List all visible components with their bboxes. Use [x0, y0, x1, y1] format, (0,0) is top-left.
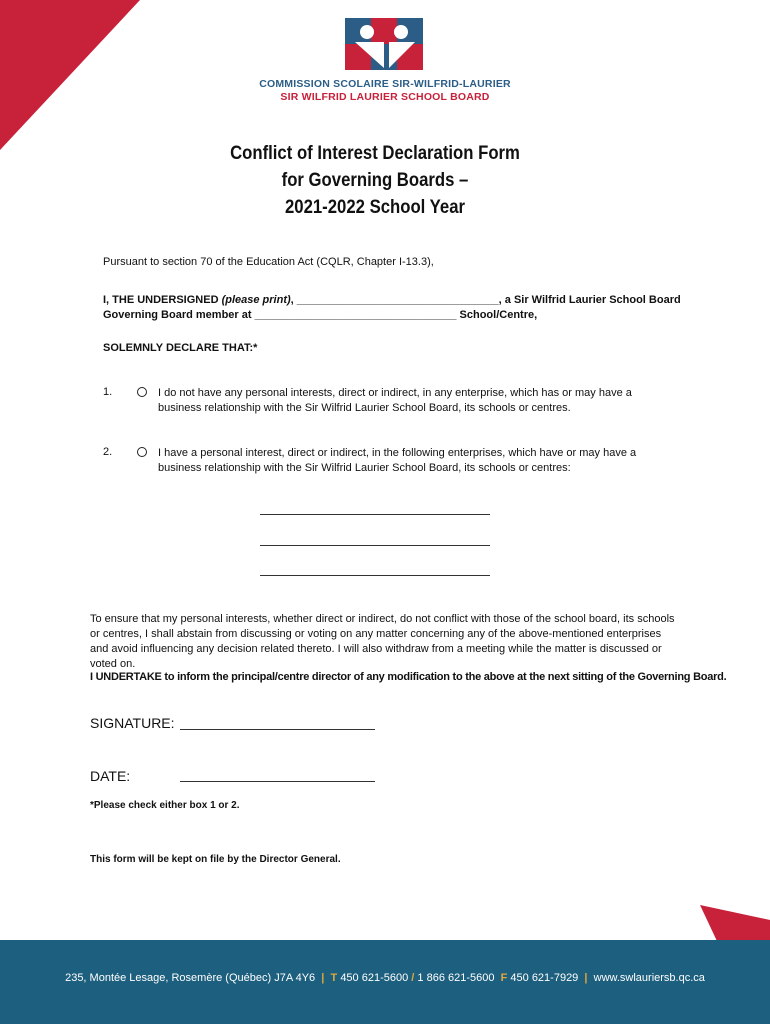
enterprise-line-2[interactable] [260, 545, 490, 546]
declare-heading: SOLEMNLY DECLARE THAT:* [103, 342, 258, 354]
signature-line[interactable] [180, 729, 375, 730]
check-note: *Please check either box 1 or 2. [90, 800, 240, 811]
undersigned-prefix: I, THE UNDERSIGNED [103, 294, 222, 306]
phone-label: T [330, 972, 338, 984]
form-title-line3: 2021-2022 School Year [284, 197, 466, 218]
footer-separator-2: | [581, 972, 591, 984]
option-1-checkbox[interactable] [137, 387, 147, 397]
footer-address: 235, Montée Lesage, Rosemère (Québec) J7A 4Y6 [65, 972, 316, 984]
org-name-french: COMMISSION SCOLAIRE SIR-WILFRID-LAURIER [259, 78, 511, 90]
print-hint: (please print) [221, 294, 291, 306]
footer-slash: / [411, 972, 415, 984]
footer-fax: 450 621-7929 [510, 972, 579, 984]
fax-label: F [500, 972, 508, 984]
option-2-text: I have a personal interest, direct or indirect, in the following enterprises, which have or may have a business relationship with the Sir Wilfrid Laurier School Board, its schools or centres: [158, 447, 637, 474]
intro-text: Pursuant to section 70 of the Education Act (CQLR, Chapter I-13.3), [103, 256, 434, 268]
option-2-number: 2. [103, 446, 113, 458]
footer-phone1: 450 621-5600 [340, 972, 409, 984]
commitment-paragraph: To ensure that my personal interests, whether direct or indirect, do not conflict with those of the school board, its schools or centres, I shall abstain from discussing or voting on any matter concerning any of the above-mentioned enterprises and avoid influencing any decision related thereto. I will also withdraw from a meeting while the matter is discussed or voted on. [90, 613, 675, 670]
school-board-logo [345, 18, 425, 70]
footer-website-link[interactable]: www.swlauriersb.qc.ca [593, 972, 705, 984]
form-title-line2: for Governing Boards – [281, 170, 469, 191]
undersigned-suffix: a Sir Wilfrid Laurier School Board [501, 294, 681, 306]
undersigned-line1 [103, 294, 681, 306]
option-2-checkbox[interactable] [137, 447, 147, 457]
date-line[interactable] [180, 781, 375, 782]
corner-decoration-top-left [0, 0, 140, 150]
footer-phone2: 1 866 621-5600 [417, 972, 495, 984]
name-blank[interactable]: , _________________________________, [290, 294, 502, 306]
date-label: DATE: [90, 768, 131, 784]
form-title-line1: Conflict of Interest Declaration Form [230, 143, 520, 164]
enterprise-line-3[interactable] [260, 575, 490, 576]
enterprise-line-1[interactable] [260, 514, 490, 515]
option-1-text: I do not have any personal interests, direct or indirect, in any enterprise, which has or may have a business relationship with the Sir Wilfrid Laurier School Board, its schools or centres. [158, 387, 632, 414]
kept-on-file-note: This form will be kept on file by the Director General. [90, 854, 341, 865]
footer-separator: | [318, 972, 328, 984]
org-name-english: SIR WILFRID LAURIER SCHOOL BOARD [280, 91, 490, 103]
footer-contact [0, 972, 770, 984]
undertake-statement: I UNDERTAKE to inform the principal/centre director of any modification to the above at the next sitting of the Governing Board. [90, 671, 727, 683]
signature-label: SIGNATURE: [90, 715, 175, 731]
option-1-number: 1. [103, 386, 113, 398]
undersigned-line2[interactable]: Governing Board member at _________________________________ School/Centre, [103, 309, 538, 321]
